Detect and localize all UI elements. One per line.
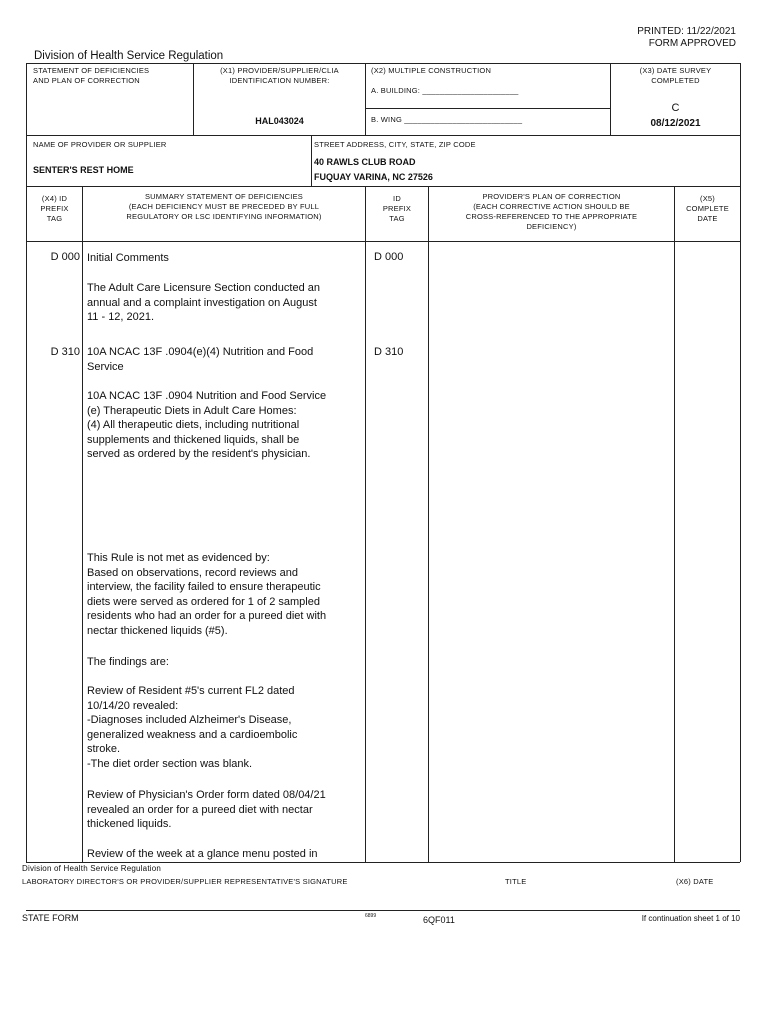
address-line-1: 40 RAWLS CLUB ROAD [314, 157, 416, 167]
d310-id: D 310 [374, 346, 404, 358]
border-right [740, 63, 741, 862]
column-plan: PROVIDER'S PLAN OF CORRECTION (EACH CORRECTIVE ACTION SHOULD BE CROSS-REFERENCED TO THE APPROPRIATE DEFICIENCY) [465, 192, 638, 231]
wing-label: B. WING ___________________________ [371, 115, 523, 124]
d000-tag: D 000 [50, 251, 80, 263]
x6-date-label: (X6) DATE [676, 877, 714, 886]
footer-division: Division of Health Service Regulation [22, 864, 162, 873]
x3-label: (X3) DATE SURVEY COMPLETED [639, 66, 712, 85]
continuation-sheet: If continuation sheet 1 of 10 [641, 914, 740, 923]
printed-date: PRINTED: 11/22/2021 [637, 26, 736, 37]
title-label: TITLE [505, 877, 527, 886]
border-left [26, 63, 27, 862]
divider-x4-summary [82, 186, 83, 862]
provider-label: NAME OF PROVIDER OR SUPPLIER [33, 140, 167, 149]
x1-label: (X1) PROVIDER/SUPPLIER/CLIA IDENTIFICATION NUMBER: [220, 66, 339, 85]
d310-title: 10A NCAC 13F .0904(e)(4) Nutrition and Food Service [87, 346, 314, 373]
address-label: STREET ADDRESS, CITY, STATE, ZIP CODE [314, 140, 476, 149]
menu-paragraph: Review of the week at a glance menu posted in [87, 848, 318, 860]
fl2-paragraph: Review of Resident #5's current FL2 dated 10/14/20 revealed: -Diagnoses included Alzheimer's Disease, generalized weakness and a cardioembolic stroke. -The diet order section was blank. [87, 685, 298, 770]
order-paragraph: Review of Physician's Order form dated 08/04/21 revealed an order for a pureed diet with nectar thickened liquids. [87, 789, 326, 831]
intro-paragraph: The Adult Care Licensure Section conducted an annual and a complaint investigation on August 11 - 12, 2021. [87, 282, 320, 324]
signature-label: LABORATORY DIRECTOR'S OR PROVIDER/SUPPLIER REPRESENTATIVE'S SIGNATURE [22, 877, 348, 886]
event-id: 6QF011 [423, 915, 455, 925]
state-form-label: STATE FORM [22, 913, 79, 923]
divider-address [311, 135, 312, 186]
findings-are: The findings are: [87, 656, 169, 668]
rule-bottom [26, 862, 740, 863]
x1-value: HAL043024 [255, 116, 304, 126]
divider-plan-x5 [674, 186, 675, 862]
statement-label: STATEMENT OF DEFICIENCIES AND PLAN OF CORRECTION [33, 66, 150, 85]
rule-identification [26, 135, 740, 136]
rule-provider [26, 186, 740, 187]
building-label: A. BUILDING: ______________________ [371, 86, 519, 95]
divider-id-plan [428, 186, 429, 862]
form-number: 6899 [365, 913, 377, 919]
provider-name: SENTER'S REST HOME [33, 165, 134, 175]
x3-code: C [671, 102, 680, 114]
column-x5: (X5) COMPLETE DATE [686, 194, 729, 223]
column-x4: (X4) ID PREFIX TAG [40, 194, 69, 223]
rule-column-headers [26, 241, 740, 242]
d000-id: D 000 [374, 251, 404, 263]
address-line-2: FUQUAY VARINA, NC 27526 [314, 172, 433, 182]
d000-title: Initial Comments [87, 252, 169, 264]
rule-footer [26, 910, 740, 911]
column-summary: SUMMARY STATEMENT OF DEFICIENCIES (EACH DEFICIENCY MUST BE PRECEDED BY FULL REGULATORY OR LSC IDENTIFYING INFORMATION) [126, 192, 322, 221]
form-approved: FORM APPROVED [648, 38, 736, 49]
rule-paragraph: 10A NCAC 13F .0904 Nutrition and Food Service (e) Therapeutic Diets in Adult Care Homes: (4) All therapeutic diets, including nutritional supplements and thickened liquids, shall be served as ordered by the resident's physician. [87, 390, 327, 461]
x2-label: (X2) MULTIPLE CONSTRUCTION [371, 66, 492, 75]
division-title: Division of Health Service Regulation [34, 50, 224, 62]
divider-x2 [365, 63, 366, 135]
divider-summary-id [365, 186, 366, 862]
d310-tag: D 310 [50, 346, 80, 358]
rule-top [26, 63, 740, 64]
rule-building-wing [365, 108, 610, 109]
x3-date: 08/12/2021 [650, 118, 701, 129]
column-id: ID PREFIX TAG [382, 194, 412, 223]
finding-paragraph: This Rule is not met as evidenced by: Based on observations, record reviews and interview, the facility failed to ensure therapeutic diets were served as ordered for 1 of 2 sampled residents who had an order for a pureed diet with nectar thickened liquids (#5). [87, 552, 327, 637]
